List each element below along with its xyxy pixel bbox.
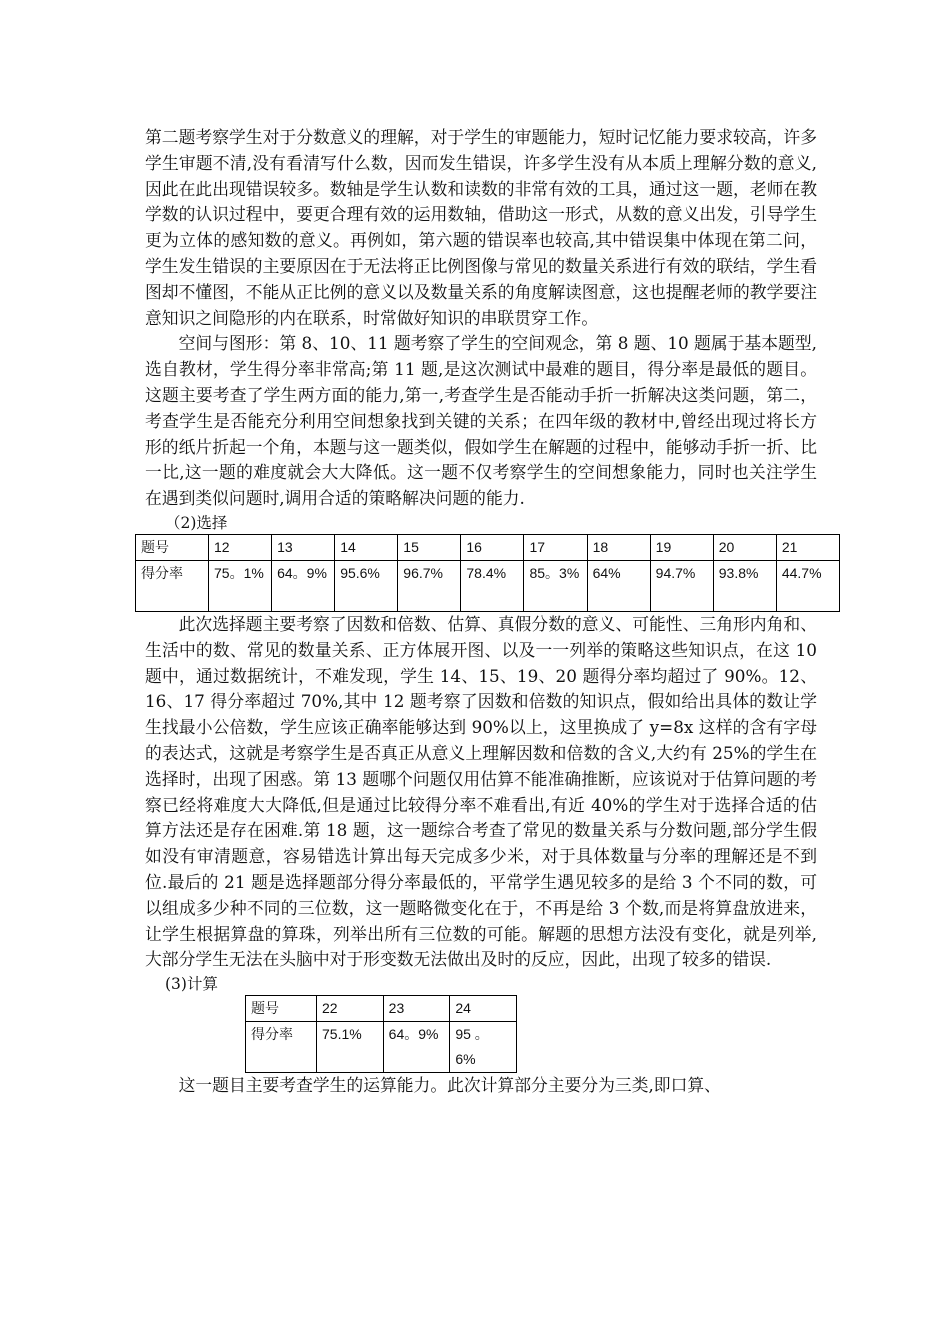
table-row <box>136 560 840 611</box>
question-number-cell: 22 <box>317 996 384 1022</box>
question-number-cell: 23 <box>383 996 450 1022</box>
score-rate-cell: 95 。 6% <box>450 1022 517 1073</box>
calculation-score-table <box>245 995 517 1073</box>
table-header-cell: 题号 <box>136 534 209 560</box>
paragraph-number-sense: 第二题考察学生对于分数意义的理解，对于学生的审题能力，短时记忆能力要求较高，许多学生审题不清,没有看清写什么数，因而发生错误，许多学生没有从本质上理解分数的意义,因此在此出现错误较多。数轴是学生认数和读数的非常有效的工具，通过这一题，老师在教学数的认识过程中，要更合理有效的运用数轴，借助这一形式，从数的意义出发，引导学生更为立体的感知数的意义。再例如，第六题的错误率也较高,其中错误集中体现在第二问，学生发生错误的主要原因在于无法将正比例图像与常见的数量关系进行有效的联结，学生看图却不懂图，不能从正比例的意义以及数量关系的角度解读图意，这也提醒老师的教学要注意知识之间隐形的内在联系，时常做好知识的串联贯穿工作。 <box>145 127 817 328</box>
question-number-cell: 24 <box>450 996 517 1022</box>
score-rate-cell: 64% <box>587 560 650 611</box>
table-header-cell: 题号 <box>246 996 317 1022</box>
choice-score-table <box>135 534 840 612</box>
paragraph-choice-analysis: 此次选择题主要考察了因数和倍数、估算、真假分数的意义、可能性、三角形内角和、生活中的数、常见的数量关系、正方体展开图、以及一一列举的策略这些知识点，在这 10 题中，通过数据统计，不难发现，学生 14、15、19、20 题得分率均超过了 90%。12、16、17 得分率超过 70%,其中 12 题考察了因数和倍数的知识点，假如给出具体的数让学生找最小公倍数，学生应该正确率能够达到 90%以上，这里换成了 y=8x 这样的含有字母的表达式，这就是考察学生是否真正从意义上理解因数和倍数的含义,大约有 25%的学生在选择时，出现了困惑。第 13 题哪个问题仅用估算不能准确推断，应该说对于估算问题的考察已经将难度大大降低,但是通过比较得分率不难看出,有近 40%的学生对于选择合适的估算方法还是存在困难.第 18 题，这一题综合考查了常见的数量关系与分数问题,部分学生假如没有审清题意，容易错选计算出每天完成多少米，对于具体数量与分率的理解还是不到位.最后的 21 题是选择题部分得分率最低的，平常学生遇见较多的是给 3 个不同的数，可以组成多少种不同的三位数，这一题略微变化在于，不再是给 3 个数,而是将算盘放进来，让学生根据算盘的算珠，列举出所有三位数的可能。解题的思想方法没有变化，就是列举,大部分学生无法在头脑中对于形变数无法做出及时的反应，因此，出现了较多的错误. <box>145 613 817 970</box>
question-number-cell: 12 <box>209 534 272 560</box>
score-rate-cell: 93.8% <box>713 560 776 611</box>
question-number-cell: 15 <box>398 534 461 560</box>
paragraph-space-and-shape: 空间与图形：第 8、10、11 题考察了学生的空间观念，第 8 题、10 题属于基本题型,选自教材，学生得分率非常高;第 11 题,是这次测试中最难的题目，得分率是最低的题目。这题主要考查了学生两方面的能力,第一,考查学生是否能动手折一折解决这类问题，第二，考查学生是否能充分利用空间想象找到关键的关系；在四年级的教材中,曾经出现过将长方形的纸片折起一个角，本题与这一题类似，假如学生在解题的过程中，能够动手折一折、比一比,这一题的难度就会大大降低。这一题不仅考察学生的空间想象能力，同时也关注学生在遇到类似问题时,调用合适的策略解决问题的能力. <box>145 333 817 509</box>
table-header-cell: 得分率 <box>246 1022 317 1073</box>
question-number-cell: 14 <box>335 534 398 560</box>
section-label-calculation: (3)计算 <box>165 975 218 994</box>
section-label-choice: （2)选择 <box>165 513 228 532</box>
question-number-cell: 16 <box>461 534 524 560</box>
document-body <box>141 125 822 1099</box>
table-row <box>246 1022 517 1073</box>
score-rate-cell: 95.6% <box>335 560 398 611</box>
question-number-cell: 13 <box>272 534 335 560</box>
question-number-cell: 20 <box>713 534 776 560</box>
question-number-cell: 19 <box>650 534 713 560</box>
paragraph-calculation-intro: 这一题目主要考查学生的运算能力。此次计算部分主要分为三类,即口算、 <box>178 1075 721 1096</box>
score-rate-cell: 44.7% <box>776 560 839 611</box>
score-rate-cell: 85。3% <box>524 560 587 611</box>
score-rate-cell: 94.7% <box>650 560 713 611</box>
question-number-cell: 21 <box>776 534 839 560</box>
table-row <box>246 996 517 1022</box>
score-rate-cell: 75.1% <box>317 1022 384 1073</box>
table-row <box>136 534 840 560</box>
score-rate-cell: 75。1% <box>209 560 272 611</box>
question-number-cell: 18 <box>587 534 650 560</box>
score-rate-cell: 64。9% <box>383 1022 450 1073</box>
question-number-cell: 17 <box>524 534 587 560</box>
table-header-cell: 得分率 <box>136 560 209 611</box>
score-rate-cell: 96.7% <box>398 560 461 611</box>
score-rate-cell: 64。9% <box>272 560 335 611</box>
score-rate-cell: 78.4% <box>461 560 524 611</box>
